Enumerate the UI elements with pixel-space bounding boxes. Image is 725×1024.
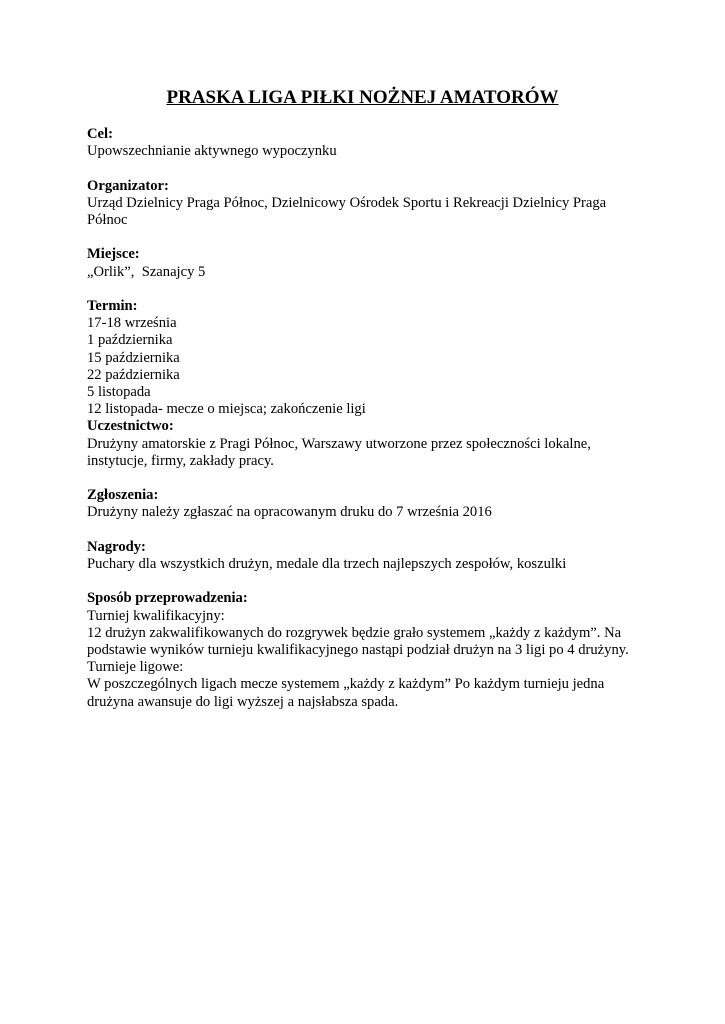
termin-heading: Termin: — [87, 297, 138, 314]
section-organizator — [87, 178, 647, 230]
miejsce-heading: Miejsce: — [87, 246, 140, 263]
termin-date: 1 października — [87, 332, 173, 349]
termin-date: 12 listopada- mecze o miejsca; zakończenie ligi — [87, 401, 366, 418]
league-label: Turnieje ligowe: — [87, 659, 184, 676]
section-nagrody — [87, 539, 647, 573]
termin-date: 15 października — [87, 349, 180, 366]
organizator-heading: Organizator: — [87, 177, 169, 194]
section-zgloszenia — [87, 487, 647, 521]
league-text: W poszczególnych ligach mecze systemem „każdy z każdym” Po każdym turnieju jedna drużyna awansuje do ligi wyższej a najsłabsza spada. — [87, 676, 605, 710]
cel-heading: Cel: — [87, 126, 113, 142]
section-cel — [87, 126, 647, 160]
organizator-text: Urząd Dzielnicy Praga Północ, Dzielnicowy Ośrodek Sportu i Rekreacji Dzielnicy Praga Północ — [87, 194, 607, 228]
section-miejsce — [87, 246, 647, 280]
termin-date: 22 października — [87, 366, 180, 383]
cel-text: Upowszechnianie aktywnego wypoczynku — [87, 143, 337, 160]
nagrody-text: Puchary dla wszystkich drużyn, medale dla trzech najlepszych zespołów, koszulki — [87, 556, 567, 572]
section-termin — [87, 298, 647, 418]
zgloszenia-heading: Zgłoszenia: — [87, 487, 159, 504]
sposob-heading: Sposób przeprowadzenia: — [87, 590, 248, 607]
qualifying-text: 12 drużyn zakwalifikowanych do rozgrywek będzie grało systemem „każdy z każdym”. Na podstawie wyników turnieju kwalifikacyjnego nastąpi podział drużyn na 3 ligi po 4 drużyny. — [87, 624, 629, 658]
termin-date: 17-18 września — [87, 315, 177, 332]
miejsce-text: „Orlik”, Szanajcy 5 — [87, 263, 206, 280]
uczestnictwo-text: Drużyny amatorskie z Pragi Północ, Warszawy utworzone przez społeczności lokalne, instytucje, firmy, zakłady pracy. — [87, 435, 591, 469]
section-uczestnictwo — [87, 418, 647, 470]
zgloszenia-text: Drużyny należy zgłaszać na opracowanym druku do 7 września 2016 — [87, 504, 492, 521]
nagrody-heading: Nagrody: — [87, 538, 146, 555]
qualifying-label: Turniej kwalifikacyjny: — [87, 607, 225, 624]
document-body — [87, 126, 647, 711]
termin-date: 5 listopada — [87, 384, 151, 400]
document-title: PRASKA LIGA PIŁKI NOŻNEJ AMATORÓW — [166, 87, 559, 108]
uczestnictwo-heading: Uczestnictwo: — [87, 418, 174, 435]
section-sposob — [87, 590, 647, 710]
